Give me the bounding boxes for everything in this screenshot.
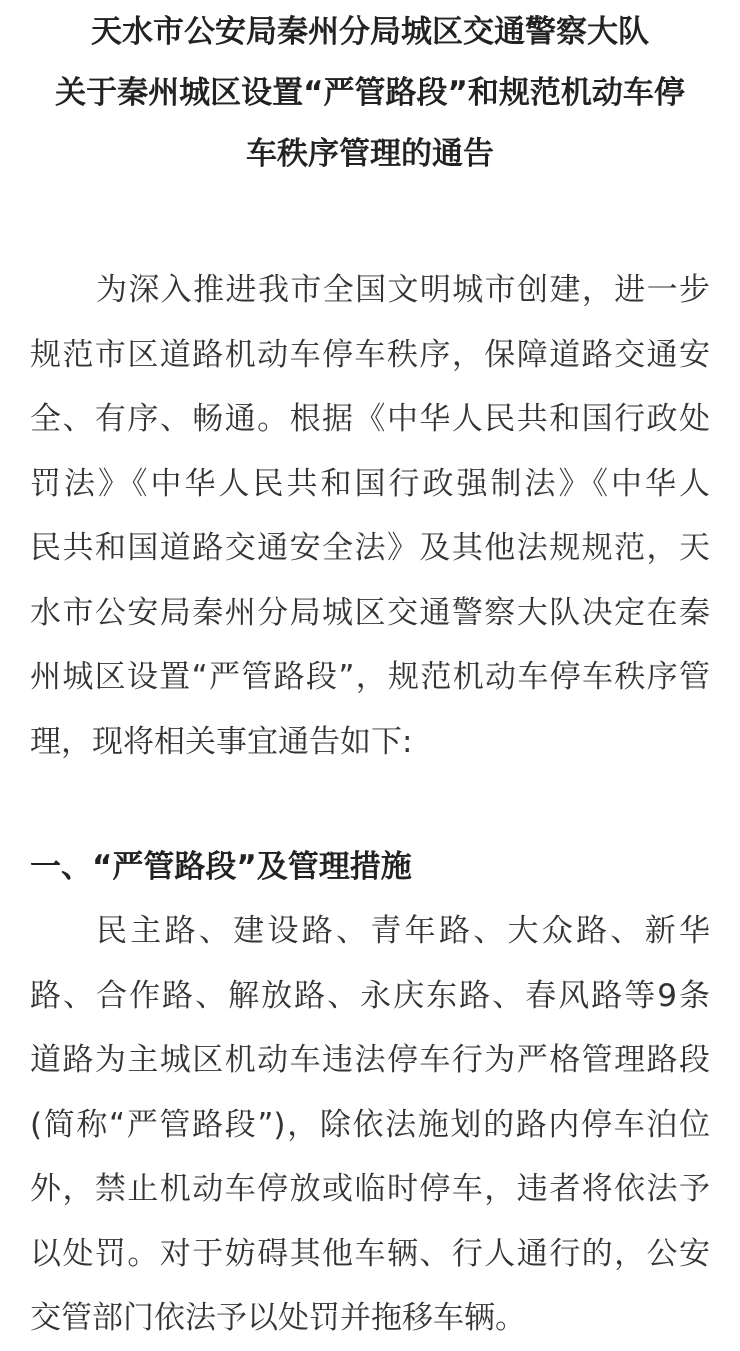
intro-line-5: 民共和国道路交通安全法》及其他法规规范，天 — [30, 530, 710, 566]
intro-line-6: 水市公安局秦州分局城区交通警察大队决定在秦 — [30, 594, 710, 631]
section-1-line-1: 民主路、建设路、青年路、大众路、新华 — [96, 913, 710, 949]
title-line-1: 天水市公安局秦州分局城区交通警察大队 — [91, 14, 649, 50]
section-1-line-3: 道路为主城区机动车违法停车行为严格管理路段 — [30, 1042, 710, 1078]
intro-line-1: 为深入推进我市全国文明城市创建，进一步 — [96, 272, 710, 308]
section-1-line-5: 外，禁止机动车停放或临时停车，违者将依法予 — [30, 1171, 710, 1207]
section-1-heading: 一、“严管路段”及管理措施 — [30, 849, 412, 885]
intro-line-4: 罚法》《中华人民共和国行政强制法》《中华人 — [30, 465, 710, 502]
intro-line-7: 州城区设置“严管路段”，规范机动车停车秩序管 — [30, 659, 710, 695]
title-line-2: 关于秦州城区设置“严管路段”和规范机动车停 — [55, 75, 685, 111]
intro-line-8: 理，现将相关事宜通告如下: — [30, 723, 413, 760]
intro-line-3: 全、有序、畅通。根据《中华人民共和国行政处 — [30, 401, 710, 437]
intro-paragraph — [30, 258, 710, 774]
section-1-paragraph — [30, 899, 710, 1351]
section-1-line-4: (简称“严管路段”)，除依法施划的路内停车泊位 — [30, 1106, 710, 1143]
section-1-line-6: 以处罚。对于妨碍其他车辆、行人通行的，公安 — [30, 1235, 710, 1272]
title-line-3: 车秩序管理的通告 — [246, 136, 494, 172]
intro-line-2: 规范市区道路机动车停车秩序，保障道路交通安 — [30, 336, 710, 373]
notice-title — [0, 2, 740, 185]
section-1-line-7: 交管部门依法予以处罚并拖移车辆。 — [30, 1300, 526, 1336]
section-1-line-2: 路、合作路、解放路、永庆东路、春风路等9条 — [30, 977, 710, 1014]
